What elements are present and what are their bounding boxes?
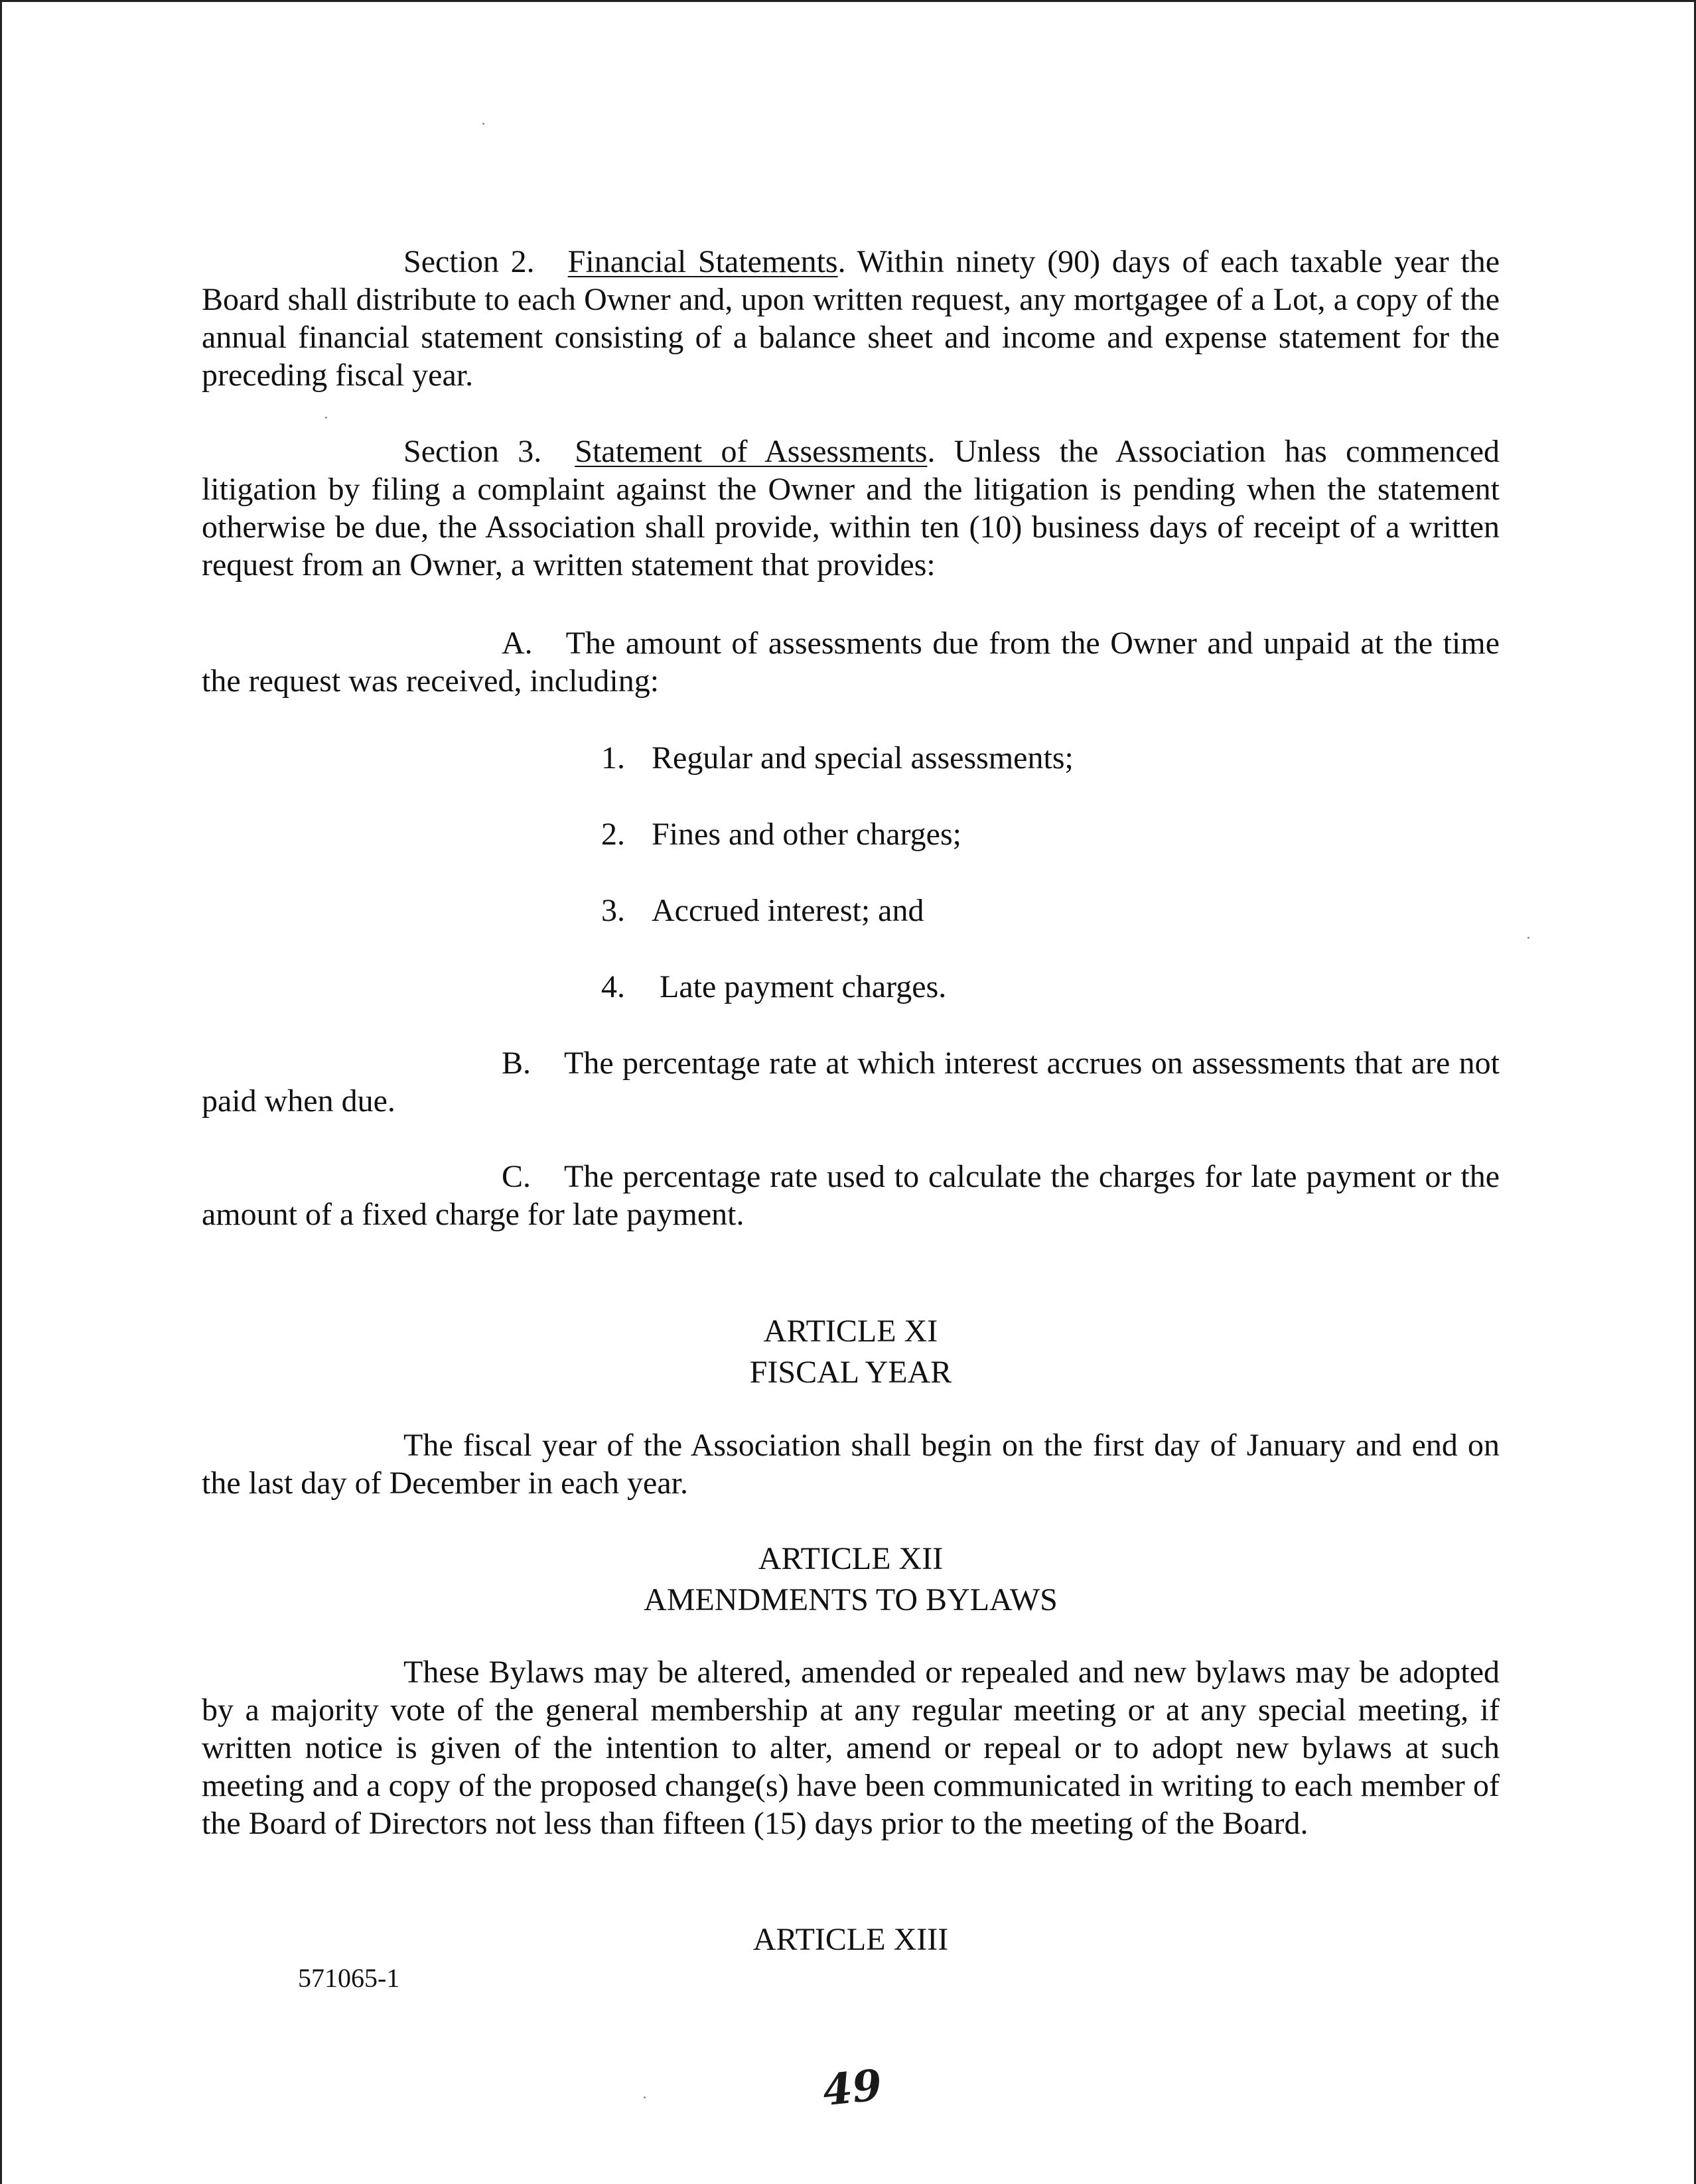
clause-a-text: The amount of assessments due from the Owner and unpaid at the time the request was received, including:	[202, 626, 1500, 699]
article-11-subtitle: FISCAL YEAR	[749, 1355, 952, 1390]
article-11-title: ARTICLE XI	[763, 1314, 938, 1349]
scan-border-top	[0, 0, 1696, 2]
article-12-subtitle: AMENDMENTS TO BYLAWS	[644, 1582, 1058, 1617]
clause-a-letter: A.	[502, 626, 533, 661]
list-item-text: Accrued interest; and	[652, 893, 924, 928]
list-item-number: 1.	[601, 740, 625, 776]
handwritten-page-number: 49	[820, 2060, 884, 2116]
article-13-heading	[202, 1919, 1500, 1960]
article-13-title: ARTICLE XIII	[752, 1922, 949, 1957]
list-item-text: Regular and special assessments;	[652, 740, 1074, 776]
clause-c-letter: C.	[502, 1159, 531, 1194]
section-2-title: Financial Statements	[567, 244, 838, 279]
article-11-paragraph	[202, 1426, 1500, 1502]
clause-c-paragraph	[202, 1158, 1500, 1233]
section-3-paragraph	[202, 433, 1500, 584]
clause-c-text: The percentage rate used to calculate the charges for late payment or the amount of a fixed charge for late payment.	[202, 1159, 1500, 1232]
list-item-text: Late payment charges.	[660, 969, 947, 1004]
list-item-text: Fines and other charges;	[652, 817, 961, 852]
list-item-number: 4.	[601, 969, 625, 1004]
article-12-text: These Bylaws may be altered, amended or repealed and new bylaws may be adopted by a majority vote of the general membership at any regular meeting or at any special meeting, if written notice is given of the intention to alter, amend or repeal or to adopt new bylaws at such meeting and a copy of the proposed change(s) have been communicated in writing to each member of the Board of Directors not less than fifteen (15) days prior to the meeting of the Board.	[202, 1655, 1500, 1841]
scan-speck	[644, 2096, 646, 2098]
scan-speck	[1527, 937, 1529, 939]
scan-border-left	[0, 0, 2, 2184]
scan-speck	[325, 417, 327, 419]
list-item	[601, 968, 946, 1006]
article-12-paragraph	[202, 1653, 1500, 1842]
clause-b-paragraph	[202, 1044, 1500, 1120]
list-item	[601, 892, 924, 929]
section-3-title: Statement of Assessments	[575, 434, 928, 469]
list-item-number: 2.	[601, 817, 625, 852]
article-12-heading	[202, 1538, 1500, 1621]
article-11-text: The fiscal year of the Association shall begin on the first day of January and end on the last day of December in each year.	[202, 1428, 1500, 1501]
clause-b-letter: B.	[502, 1046, 531, 1081]
article-11-heading	[202, 1311, 1500, 1393]
section-2-paragraph	[202, 243, 1500, 394]
clause-b-text: The percentage rate at which interest accrues on assessments that are not paid when due.	[202, 1046, 1500, 1119]
document-number: 571065-1	[298, 1963, 400, 1993]
section-2-number: Section 2.	[403, 244, 535, 279]
scan-speck	[482, 123, 484, 125]
list-item	[601, 815, 961, 853]
section-3-text: . Unless the Association has commenced litigation by filing a complaint against the Owner and the litigation is pending when the statement otherwise be due, the Association shall provide, within ten (10) business days of receipt of a written request from an Owner, a written statement that provides:	[202, 434, 1500, 582]
section-3-number: Section 3.	[403, 434, 542, 469]
list-item	[601, 739, 1074, 777]
clause-a-paragraph	[202, 624, 1500, 700]
list-item-number: 3.	[601, 893, 625, 928]
article-12-title: ARTICLE XII	[758, 1541, 944, 1576]
section-2-text: . Within ninety (90) days of each taxable year the Board shall distribute to each Owner and, upon written request, any mortgagee of a Lot, a copy of the annual financial statement consisting of a balance sheet and income and expense statement for the preceding fiscal year.	[202, 244, 1500, 393]
